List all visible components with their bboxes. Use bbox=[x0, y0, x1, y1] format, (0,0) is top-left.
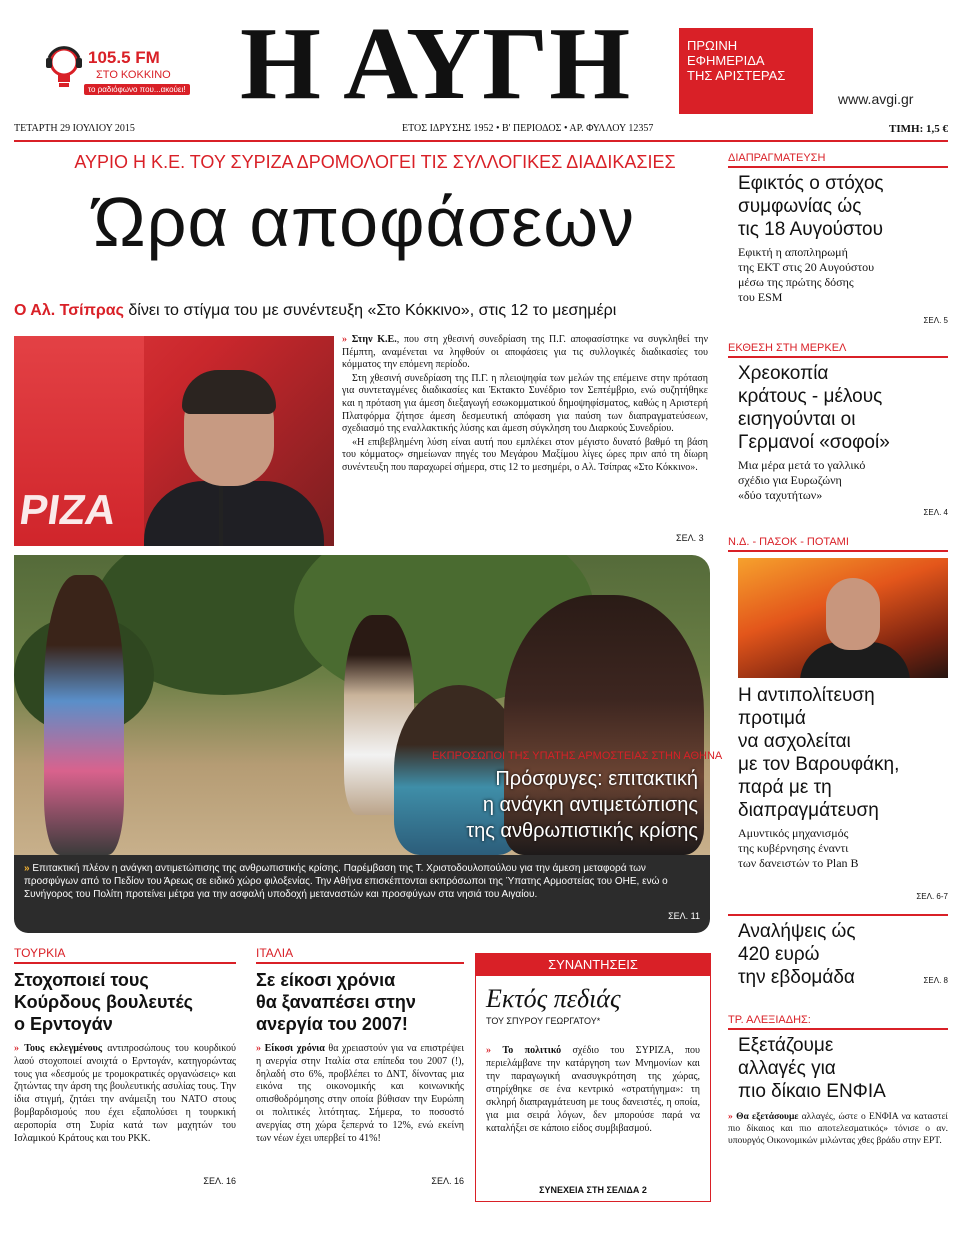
subtitle-line: ΠΡΩΙΝΗ bbox=[687, 38, 738, 53]
sub-line: Εφικτή η αποπληρωμή bbox=[738, 245, 848, 259]
headline-line: 420 ευρώ bbox=[738, 944, 820, 965]
radio-bulb-icon bbox=[46, 44, 86, 92]
turkey-story bbox=[14, 946, 236, 1206]
headline-line: Η αντιπολίτευση bbox=[738, 685, 875, 706]
lead-paragraph: «Η επιβεβλημένη λύση είναι αυτή που εμπλέκει στον μέγιστο δυνατό βαθμό τη βάση του κόμματος» σημείωναν πηγές του Μεγάρου Μαξίμου λίγες ώρες πριν από τη δίωρη συνέντευξη που παραχωρεί σήμερα, στις 12 το μεσημέρι, ο Αλ. Τσίπρας «Στο Κόκκινο». bbox=[342, 436, 708, 473]
headline-line: Στοχοποιεί τους bbox=[14, 970, 149, 990]
italy-lead-bold: Είκοσι χρόνια bbox=[264, 1043, 325, 1054]
lead-subheadline bbox=[14, 302, 714, 320]
negotiation-headline[interactable] bbox=[738, 172, 948, 241]
headline-line: θα ξαναπέσει στην bbox=[256, 992, 416, 1012]
lead-photo[interactable] bbox=[14, 336, 334, 546]
sub-line: σχέδιο για Ευρωζώνη bbox=[738, 473, 842, 487]
italy-text: θα χρειαστούν για να επιστρέψει η ανεργία στην Ιταλία στα επίπεδα του 2007 (!), δηλαδή στο 6%, προβλέπει το ΔΝΤ, δίνοντας μια εικόνα της οικονομικής και κοινωνικής οπισθοδρόμησης στην οποία βύθισαν την Ευρώπη οι πολιτικές λιτότητας. Σήμερα, το ποσοστό ανεργίας στη χώρα ξεπερνά το 12%, ενώ εκείνη των νέων έχει υπερβεί το 41%! bbox=[256, 1043, 465, 1144]
opinion-label: ΣΥΝΑΝΤΗΣΕΙΣ bbox=[476, 954, 710, 976]
headline-line: Κούρδους βουλευτές bbox=[14, 992, 193, 1012]
headline-line: παρά με τη bbox=[738, 777, 832, 798]
withdrawals-page-ref[interactable]: ΣΕΛ. 8 bbox=[923, 976, 948, 985]
radio-logo[interactable] bbox=[46, 44, 196, 102]
headline-line: Εφικτός ο στόχος bbox=[738, 173, 884, 194]
sub-line: της κυβέρνησης έναντι bbox=[738, 841, 849, 855]
sub-line: της ΕΚΤ στις 20 Αυγούστου bbox=[738, 260, 875, 274]
sub-line: του ESM bbox=[738, 290, 783, 304]
turkey-label: ΤΟΥΡΚΙΑ bbox=[14, 946, 236, 964]
turkey-page-ref[interactable]: ΣΕΛ. 16 bbox=[203, 1176, 236, 1186]
headline-line: Χρεοκοπία bbox=[738, 363, 829, 384]
negotiation-page-ref[interactable]: ΣΕΛ. 5 bbox=[923, 316, 948, 325]
headline-line: πιο δίκαιο ΕΝΦΙΑ bbox=[738, 1081, 886, 1102]
bullet-marker: » bbox=[14, 1043, 19, 1054]
opposition-sub bbox=[738, 826, 948, 871]
website-link[interactable]: www.avgi.gr bbox=[838, 91, 914, 107]
headline-line: την εβδομάδα bbox=[738, 967, 855, 988]
masthead-divider bbox=[14, 140, 948, 142]
photo-child bbox=[44, 575, 124, 855]
issue-price: ΤΙΜΗ: 1,5 € bbox=[889, 123, 948, 135]
issue-info: ΕΤΟΣ ΙΔΡΥΣΗΣ 1952 • Β' ΠΕΡΙΟΔΟΣ • ΑΡ. ΦΥΛΛΟΥ 12357 bbox=[402, 123, 654, 134]
headline-line: Σε είκοσι χρόνια bbox=[256, 970, 396, 990]
negotiation-sub bbox=[738, 245, 948, 305]
opinion-author: ΤΟΥ ΣΠΥΡΟΥ ΓΕΩΡΓΑΤΟΥ* bbox=[486, 1016, 601, 1026]
turkey-lead-bold: Τους εκλεγμένους bbox=[24, 1043, 103, 1054]
radio-name: ΣΤΟ ΚΟΚΚΙΝΟ bbox=[96, 69, 171, 81]
right-story-withdrawals bbox=[728, 914, 948, 1010]
opinion-lead-bold: Το πολιτικό bbox=[502, 1045, 562, 1056]
newspaper-subtitle bbox=[679, 28, 813, 114]
headline-line: της ανθρωπιστικής κρίσης bbox=[466, 820, 698, 842]
headline-line: Εξετάζουμε bbox=[738, 1035, 834, 1056]
radio-tagline: το ραδιόφωνο που...ακούει! bbox=[84, 84, 190, 95]
right-story-opposition-text bbox=[728, 684, 948, 906]
enfia-lead-bold: Θα εξετάσουμε bbox=[736, 1112, 799, 1122]
italy-page-ref[interactable]: ΣΕΛ. 16 bbox=[431, 1176, 464, 1186]
refugees-headline[interactable] bbox=[420, 766, 698, 844]
bullet-marker: » bbox=[486, 1045, 491, 1056]
opposition-label: Ν.Δ. - ΠΑΣΟΚ - ΠΟΤΑΜΙ bbox=[728, 536, 948, 552]
opinion-text: σχέδιο του ΣΥΡΙΖΑ, που περιελάμβανε την κατάργηση των Μνημονίων και την παραγωγική ανασυγκρότηση της χώρας, στηρίχθηκε σε ένα κεντρικό «στρατήγημα»: τη σκληρή διαπραγμάτευση με τους δανειστές, η οποία, για μια σειρά λόγων, δεν μπορούσε παρά να καταλήξει σε κάποιο είδος συμβιβασμού. bbox=[486, 1045, 701, 1134]
lead-sub-text: δίνει το στίγμα του με συνέντευξη «Στο Κόκκινο», στις 12 το μεσημέρι bbox=[123, 302, 617, 319]
lead-page-ref[interactable]: ΣΕΛ. 3 bbox=[676, 533, 704, 543]
headline-line: κράτους - μέλους bbox=[738, 386, 883, 407]
refugees-page-ref[interactable]: ΣΕΛ. 11 bbox=[668, 911, 700, 921]
enfia-body bbox=[728, 1111, 948, 1147]
lead-paragraph: Στη χθεσινή συνεδρίαση της Π.Γ. η πλειοψηφία των μελών της επέμεινε στην πρόταση για συντεταγμένες διαδικασίες και Έκτακτο Συνέδριο τον Σεπτέμβριο, ενώ συζητήθηκε και η πρόταση για άμεση διεξαγωγή εσωκομματικού δημοψηφίσματος, καθώς η Αριστερή Πλατφόρμα ζήτησε άμεση δεσμευτική απόφαση για παύση των διαπραγματεύσεων, σχεδιασμό της εναλλακτικής λύσης και άμεση σύγκληση του Διαρκούς Συνεδρίου. bbox=[342, 372, 708, 435]
italy-story bbox=[256, 946, 464, 1206]
headline-line: ανεργία του 2007! bbox=[256, 1014, 408, 1034]
opposition-page-ref[interactable]: ΣΕΛ. 6-7 bbox=[916, 892, 948, 901]
refugees-caption bbox=[14, 855, 710, 933]
headline-line: τις 18 Αυγούστου bbox=[738, 219, 883, 240]
photo-figure-head bbox=[826, 578, 880, 650]
headline-line: εισηγούνται οι bbox=[738, 409, 856, 430]
right-story-negotiation bbox=[728, 152, 948, 334]
enfia-headline[interactable] bbox=[738, 1034, 948, 1103]
enfia-text: αλλαγές, ώστε ο ΕΝΦΙΑ να καταστεί πιο δίκαιος και πιο αποτελεσματικός» τόνισε ο αν. υπουργός Οικονομικών μιλώντας χθες βράδυ στην ΕΡΤ. bbox=[728, 1112, 948, 1146]
negotiation-label: ΔΙΑΠΡΑΓΜΑΤΕΥΣΗ bbox=[728, 152, 948, 168]
bullet-marker: » bbox=[24, 863, 30, 874]
bullet-marker: » bbox=[256, 1043, 261, 1054]
radio-frequency: 105.5 FM bbox=[88, 48, 160, 67]
headline-line: ο Ερντογάν bbox=[14, 1014, 113, 1034]
lead-body bbox=[342, 334, 708, 476]
headline-line: Αναλήψεις ώς bbox=[738, 921, 856, 942]
opinion-box bbox=[475, 953, 711, 1202]
merkel-page-ref[interactable]: ΣΕΛ. 4 bbox=[923, 508, 948, 517]
headline-line: να ασχολείται bbox=[738, 731, 851, 752]
varoufakis-photo[interactable] bbox=[738, 558, 948, 678]
opposition-headline[interactable] bbox=[738, 684, 948, 822]
merkel-sub bbox=[738, 458, 948, 503]
lead-sub-name: Ο Αλ. Τσίπρας bbox=[14, 302, 124, 319]
dateline bbox=[14, 123, 948, 137]
microphone-icon bbox=[219, 486, 223, 546]
opinion-body bbox=[486, 1044, 700, 1135]
refugees-caption-text: Επιτακτική πλέον η ανάγκη αντιμετώπισης της ανθρωπιστικής κρίσης. Παρέμβαση της Τ. Χριστοδουλοπούλου για την άμεση μεταφορά των προσφύγων από το Πεδίον του Άρεως σε ειδικό χώρο φιλοξενίας. Την Αθήνα επισκέπτονται εκπρόσωποι της Ύπατης Αρμοστείας του ΟΗΕ, ενώ ο Συνήγορος του Πολίτη προτείνει μέτρα για την ασφαλή υποδοχή μεταναστών και προσφύγων στα νησιά του Αιγαίου. bbox=[24, 863, 668, 900]
italy-body bbox=[256, 1043, 464, 1145]
sub-line: Μια μέρα μετά το γαλλικό bbox=[738, 458, 866, 472]
merkel-headline[interactable] bbox=[738, 362, 948, 454]
italy-headline[interactable] bbox=[256, 969, 464, 1035]
subtitle-line: ΕΦΗΜΕΡΙΔΑ bbox=[687, 53, 765, 68]
right-story-merkel bbox=[728, 342, 948, 522]
photo-banner-text: ΡΙΖΑ bbox=[16, 486, 120, 533]
lead-kicker: ΑΥΡΙΟ Η Κ.Ε. ΤΟΥ ΣΥΡΙΖΑ ΔΡΟΜΟΛΟΓΕΙ ΤΙΣ ΣΥΛΛΟΓΙΚΕΣ ΔΙΑΔΙΚΑΣΙΕΣ bbox=[74, 152, 676, 172]
newspaper-title: Η ΑΥΓΗ bbox=[240, 6, 632, 121]
bullet-marker: » bbox=[728, 1112, 733, 1122]
sub-line: μέσω της πρώτης δόσης bbox=[738, 275, 854, 289]
lead-paragraph bbox=[342, 334, 708, 372]
headline-line: η ανάγκη αντιμετώπισης bbox=[482, 794, 698, 816]
italy-label: ΙΤΑΛΙΑ bbox=[256, 946, 464, 964]
subtitle-line: ΤΗΣ ΑΡΙΣΤΕΡΑΣ bbox=[687, 68, 786, 83]
withdrawals-headline[interactable] bbox=[738, 920, 948, 989]
turkey-text: αντιπροσώπους του κουρδικού λαού στοχοποιεί ανοιχτά ο Ερντογάν, κατηγορώντας τους για «δεσμούς με τρομοκρατικές οργανώσεις» και ζητώντας την άρση της βουλευτικής ασυλίας τους. Την ίδια στιγμή, ζητάει την ανάμειξη του ΝΑΤΟ στους βομβαρδισμούς που έχει εξαπολύσει η τουρκική αεροπορία στη Συρία κατά των μαχητών του Ισλαμικού Κράτους και του ΡΚΚ. bbox=[14, 1043, 236, 1144]
turkey-body bbox=[14, 1043, 236, 1145]
issue-date: ΤΕΤΑΡΤΗ 29 ΙΟΥΛΙΟΥ 2015 bbox=[14, 123, 135, 134]
bullet-marker: » bbox=[342, 334, 347, 345]
lead-p1-bold: Στην Κ.Ε. bbox=[351, 334, 397, 345]
headline-line: με τον Βαρουφάκη, bbox=[738, 754, 900, 775]
right-story-enfia bbox=[728, 1014, 948, 1194]
headline-line: προτιμά bbox=[738, 708, 806, 729]
sub-line: «δύο ταχυτήτων» bbox=[738, 488, 823, 502]
lead-headline[interactable]: Ώρα αποφάσεων bbox=[92, 183, 636, 261]
enfia-label: ΤΡ. ΑΛΕΞΙΑΔΗΣ: bbox=[728, 1014, 948, 1030]
headline-line: Γερμανοί «σοφοί» bbox=[738, 432, 890, 453]
headline-line: Πρόσφυγες: επιτακτική bbox=[495, 768, 698, 790]
headline-line: διαπραγμάτευση bbox=[738, 800, 879, 821]
lead-p1: , που στη χθεσινή συνεδρίαση της Π.Γ. αποφασίστηκε να συγκληθεί την Πέμπτη, αναμένεται να ληφθούν οι αποφάσεις για τις συλλογικές διαδικασίες του κόμματος την επόμενη περίοδο. bbox=[342, 334, 709, 371]
turkey-headline[interactable] bbox=[14, 969, 236, 1035]
sub-line: Αμυντικός μηχανισμός bbox=[738, 826, 849, 840]
merkel-label: ΕΚΘΕΣΗ ΣΤΗ ΜΕΡΚΕΛ bbox=[728, 342, 948, 358]
opinion-continued[interactable]: ΣΥΝΕΧΕΙΑ ΣΤΗ ΣΕΛΙΔΑ 2 bbox=[539, 1185, 647, 1195]
sub-line: των δανειστών το Plan B bbox=[738, 856, 859, 870]
photo-figure-body bbox=[144, 481, 324, 546]
photo-figure-hair bbox=[182, 370, 276, 414]
headline-line: συμφωνίας ώς bbox=[738, 196, 862, 217]
headline-line: αλλαγές για bbox=[738, 1058, 836, 1079]
opinion-title[interactable]: Εκτός πεδιάς bbox=[486, 984, 621, 1013]
refugees-kicker: ΕΚΠΡΟΣΩΠΟΙ ΤΗΣ ΥΠΑΤΗΣ ΑΡΜΟΣΤΕΙΑΣ ΣΤΗΝ ΑΘΗΝΑ bbox=[432, 750, 723, 762]
